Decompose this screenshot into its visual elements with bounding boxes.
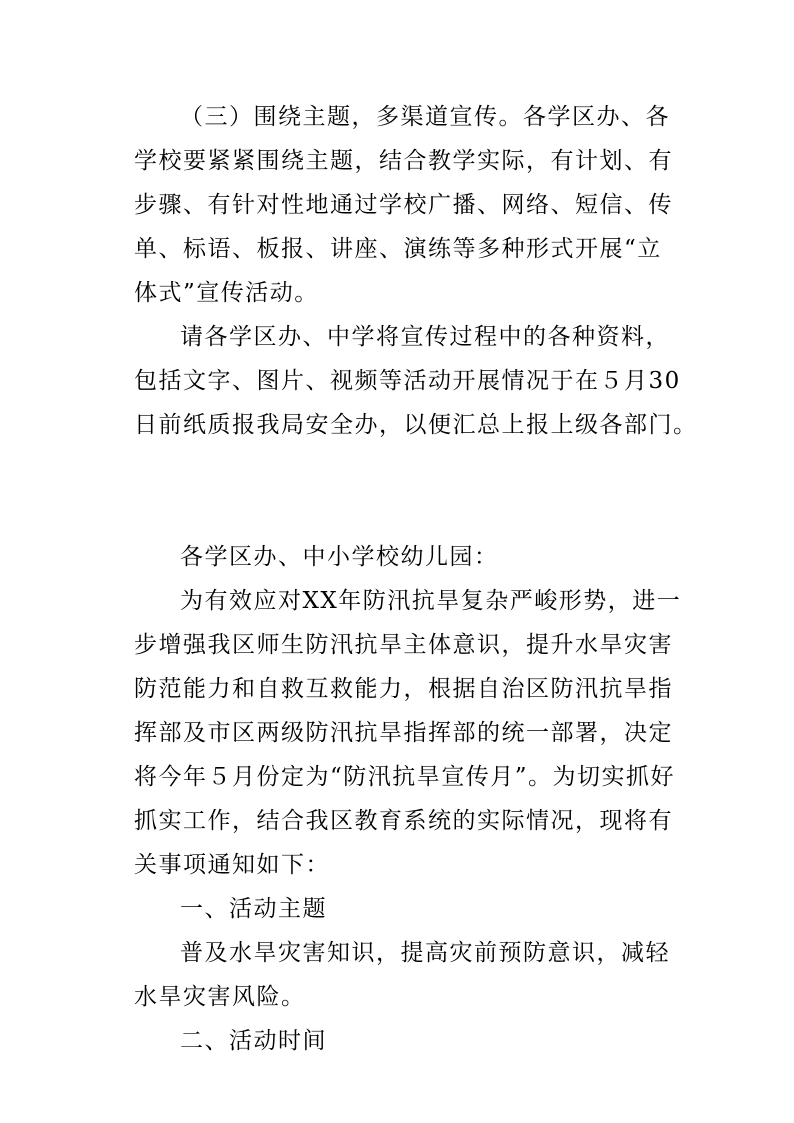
section-heading: 一、活动主题 — [180, 896, 327, 922]
paragraph-line: 步骤、有针对性地通过学校广播、网络、短信、传 — [134, 192, 673, 218]
salutation: 各学区办、中小学校幼儿园： — [180, 544, 499, 570]
paragraph-line: 包括文字、图片、视频等活动开展情况于在５月30 — [134, 368, 681, 394]
paragraph-line: 抓实工作，结合我区教育系统的实际情况，现将有 — [134, 808, 673, 834]
paragraph-line: 挥部及市区两级防汛抗旱指挥部的统一部署，决定 — [134, 720, 673, 746]
paragraph-line: 步增强我区师生防汛抗旱主体意识，提升水旱灾害 — [134, 632, 673, 658]
section-heading: 二、活动时间 — [180, 1028, 327, 1054]
paragraph-line: 为有效应对XX年防汛抗旱复杂严峻形势，进一 — [180, 588, 682, 614]
paragraph-line: 请各学区办、中学将宣传过程中的各种资料， — [180, 324, 670, 350]
paragraph-line: 学校要紧紧围绕主题，结合教学实际，有计划、有 — [134, 148, 673, 174]
paragraph-line: 关事项通知如下： — [134, 852, 330, 878]
paragraph-line: 体式”宣传活动。 — [134, 280, 319, 306]
paragraph-line: 日前纸质报我局安全办，以便汇总上报上级各部门。 — [134, 412, 698, 438]
paragraph-line: （三）围绕主题，多渠道宣传。各学区办、各 — [180, 104, 670, 130]
paragraph-line: 普及水旱灾害知识，提高灾前预防意识，减轻 — [180, 940, 670, 966]
paragraph-line: 单、标语、板报、讲座、演练等多种形式开展“立 — [134, 236, 662, 262]
paragraph-line: 水旱灾害风险。 — [134, 984, 306, 1010]
paragraph-line: 将今年５月份定为“防汛抗旱宣传月”。为切实抓好 — [134, 764, 676, 790]
paragraph-line: 防范能力和自救互救能力，根据自治区防汛抗旱指 — [134, 676, 673, 702]
